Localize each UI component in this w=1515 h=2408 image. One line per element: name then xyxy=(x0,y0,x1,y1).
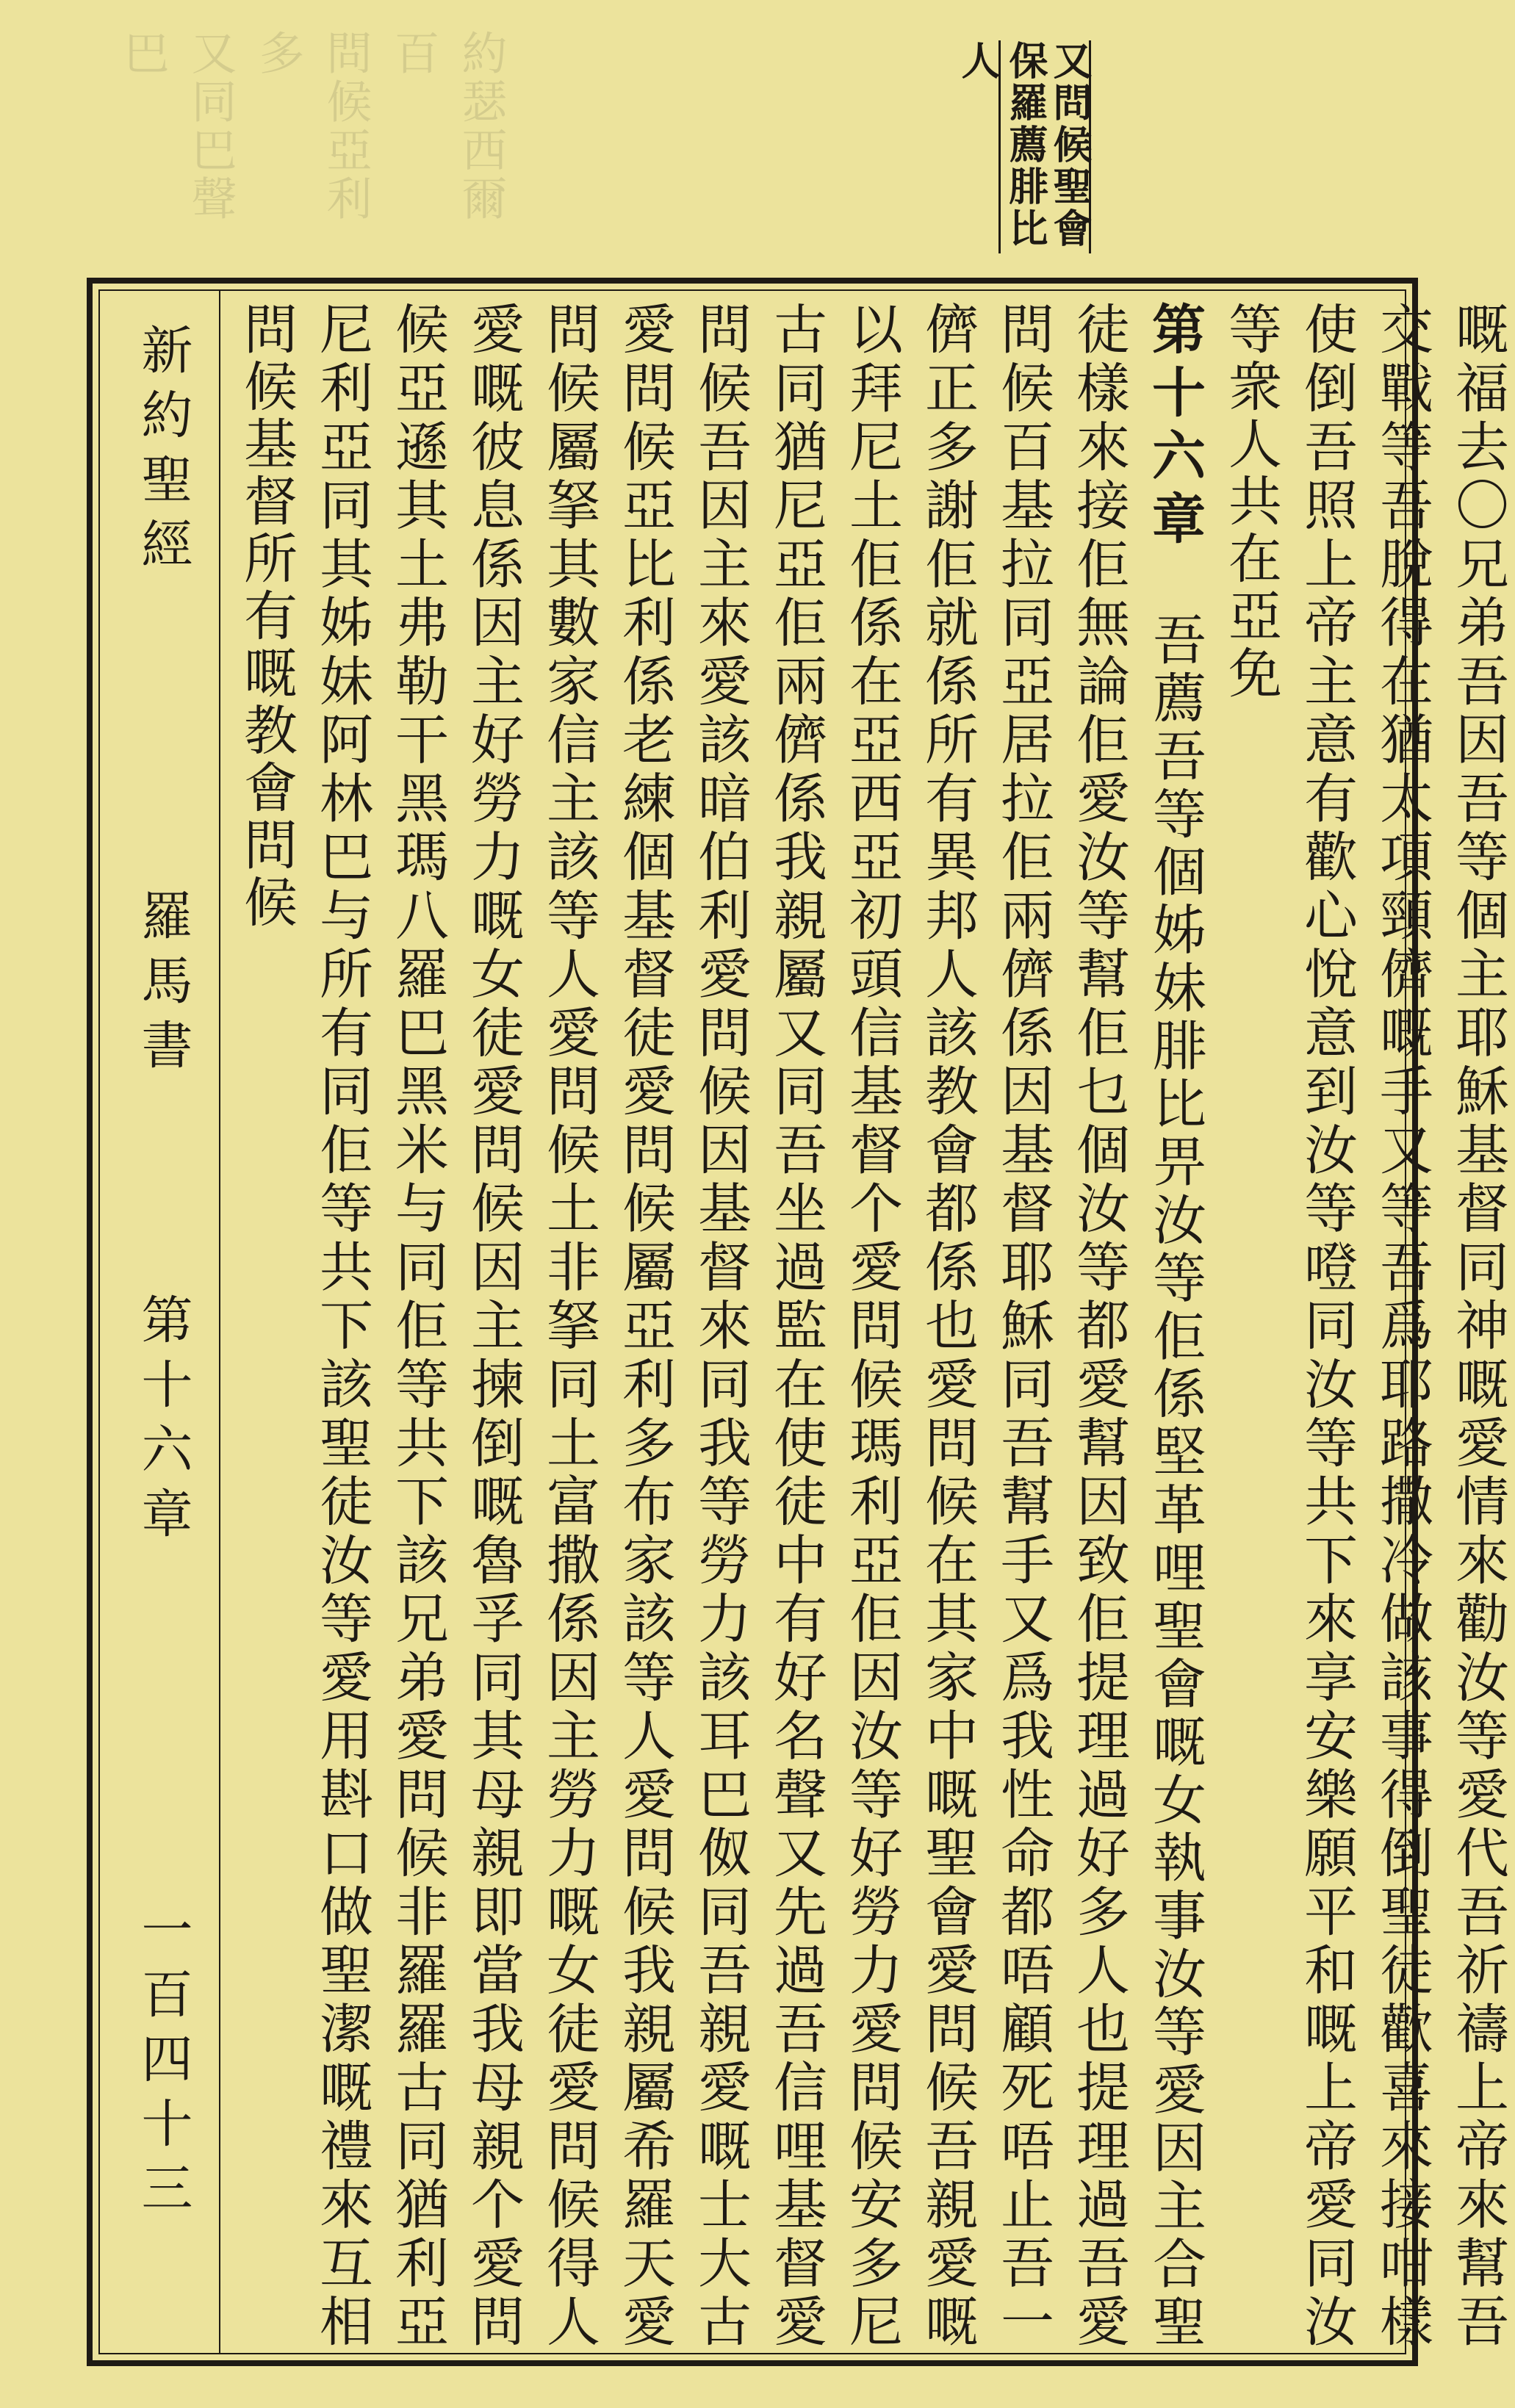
book-name: 新約聖經 xyxy=(133,323,193,582)
running-note-col-1: 保羅薦腓比 xyxy=(1003,40,1048,250)
chapter-label: 第十六章 xyxy=(133,1293,193,1551)
vertical-text xyxy=(228,301,1515,2351)
page-footer xyxy=(104,301,215,2351)
page-number: 一百四十三 xyxy=(133,1903,193,2226)
bleed-col: 又同巴聲巴 xyxy=(116,29,237,223)
bleed-col: 問候亞利多 xyxy=(251,29,373,223)
verse-text-body: 吾薦吾等個姊妹腓比畀汝等佢係堅革哩聖會嘅女執事汝等愛因主合聖徒樣來接佢無論佢愛汝等幫佢乜個汝等都愛幫因致佢提理過好多人也提理過吾愛問候百基拉同亞居拉佢兩儕係因基督耶穌同吾幫手又爲我性命都唔顧死唔止吾一儕正多謝佢就係所有異邦人該教會都係也愛問候在其家中嘅聖會愛問候吾親愛嘅以拜尼土佢係在亞西亞初頭信基督个愛問候瑪利亞佢因汝等好勞力愛問候安多尼古同猶尼亞佢兩儕係我親屬又同吾坐過監在使徒中有好名聲又先過吾信哩基督愛問候吾因主來愛該暗伯利愛問候因基督來同我等勞力該耳巴伮同吾親愛嘅士大古愛問候亞比利係老練個基督徒愛問候屬亞利多布家該等人愛問候我親屬希羅天愛問候屬拏其數家信主該等人愛問候土非拏同土富撒係因主勞力嘅女徒愛問候得人愛嘅彼息係因主好勞力嘅女徒愛問候因主揀倒嘅魯孚同其母親即當我母親个愛問候亞遜其土弗勒干黑瑪八羅巴黑米与同佢等共下該兄弟愛問候非羅羅古同猶利亞尼利亞同其姊妹阿林巴与所有同佢等共下該聖徒汝等愛用斟口做聖潔嘅禮來互相問候基督所有嘅教會問候 xyxy=(234,301,1206,2351)
bleed-through-text xyxy=(116,29,514,250)
running-note-col-2: 又問候聖會 xyxy=(1047,40,1093,250)
footer-divider xyxy=(219,289,220,2354)
verse-text-intro: 嘅福去〇兄弟吾因吾等個主耶穌基督同神嘅愛情來勸汝等愛代吾祈禱上帝來幫吾交戰等吾脫得在猶太項頸儕嘅手又等吾爲耶路撒冷做該事得倒聖徒歡喜來接咁樣使倒吾照上帝主意有歡心悅意到汝等噔同汝等共下來享安樂願平和嘅上帝愛同汝等衆人共在亞免 xyxy=(1219,301,1508,2351)
scripture-text xyxy=(228,301,1508,2351)
running-note-col-3: 人 xyxy=(955,40,1001,82)
bleed-col: 約瑟西爾百 xyxy=(386,29,508,223)
running-note xyxy=(944,40,1091,261)
chapter-heading: 第十六章 xyxy=(1142,301,1206,554)
book-title: 羅馬書 xyxy=(133,889,193,1083)
